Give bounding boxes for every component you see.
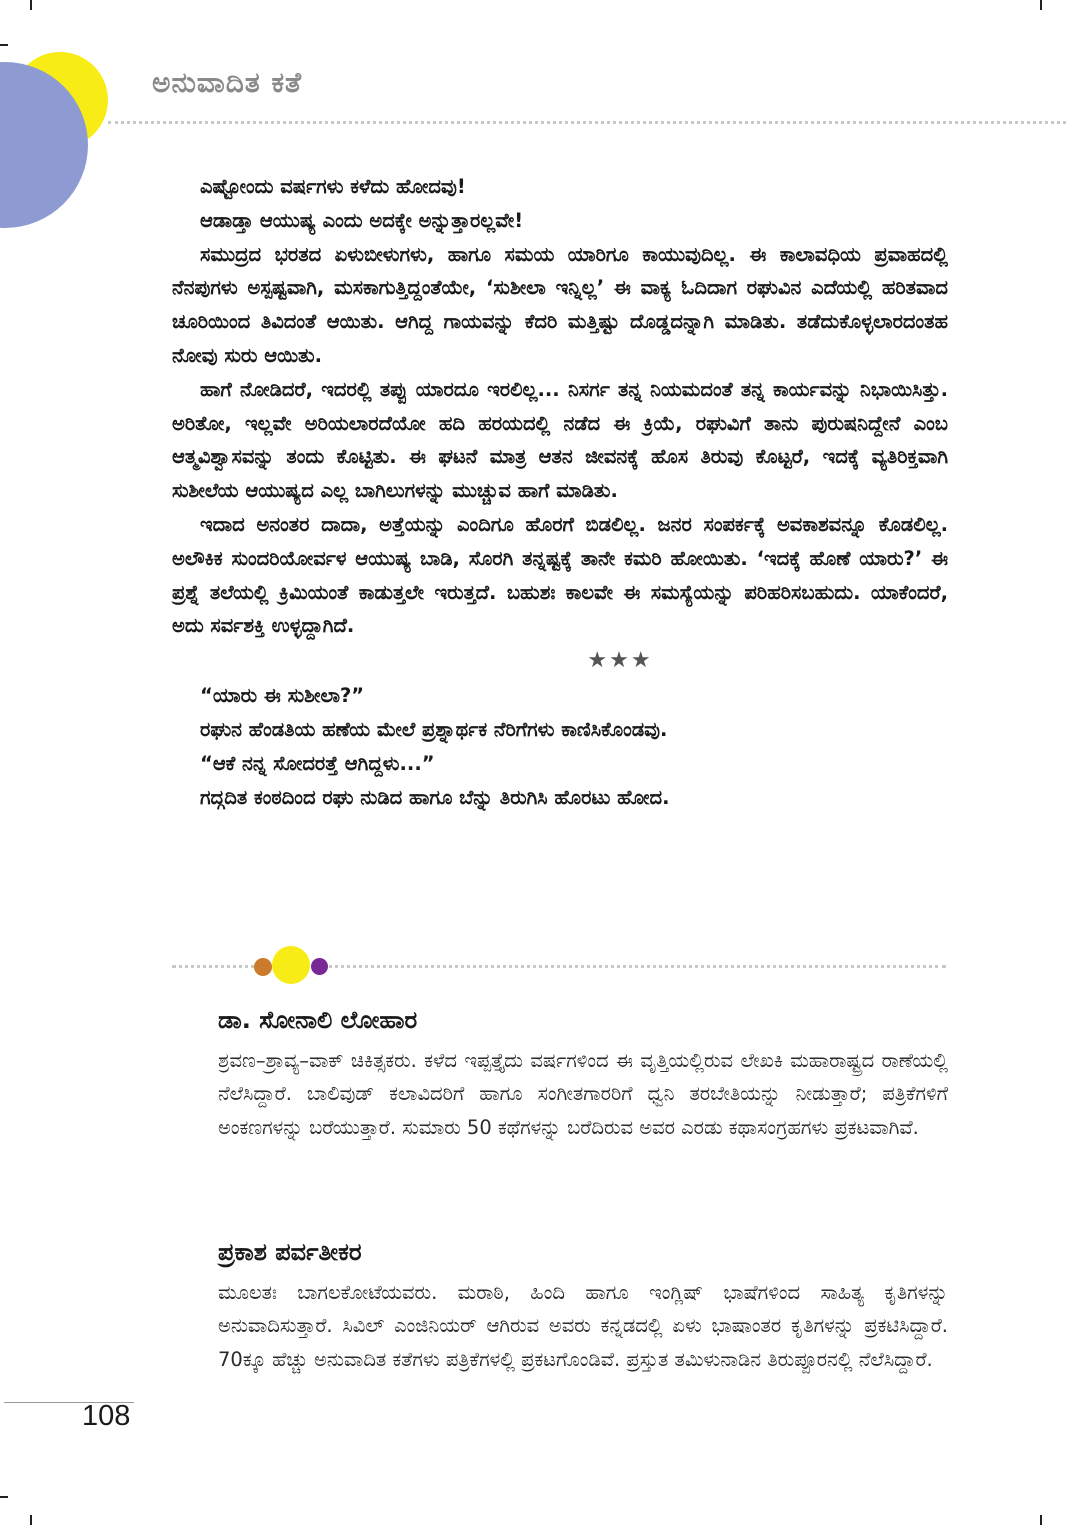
- dialogue-line: “ಯಾರು ಈ ಸುಶೀಲಾ?”: [200, 684, 365, 708]
- story-paragraph: ಎಷ್ಟೋಂದು ವರ್ಷಗಳು ಕಳೆದು ಹೋದವು!: [200, 175, 466, 198]
- story-paragraph: ಇದಾದ ಅನಂತರ ದಾದಾ, ಅತ್ತೆಯನ್ನು ಎಂದಿಗೂ ಹೊರಗೆ ಬಿಡಲಿಲ್ಲ. ಜನರ ಸಂಪರ್ಕಕ್ಕೆ ಅವಕಾಶವನ್ನೂ ಕೊಡಲಿಲ್ಲ. ಅಲೌಕಿಕ ಸುಂದರಿಯೋರ್ವಳ ಆಯುಷ್ಯ ಬಾಡಿ, ಸೊರಗಿ ತನ್ನಷ್ಟಕ್ಕೆ ತಾನೇ ಕಮರಿ ಹೋಯಿತು. ‘ಇದಕ್ಕೆ ಹೊಣೆ ಯಾರು?’ ಈ ಪ್ರಶ್ನೆ ತಲೆಯಲ್ಲಿ ಕ್ರಿಮಿಯಂತೆ ಕಾಡುತ್ತಲೇ ಇರುತ್ತದೆ. ಬಹುಶಃ ಕಾಲವೇ ಈ ಸಮಸ್ಯೆಯನ್ನು ಪರಿಹರಿಸಬಹುದು. ಯಾಕೆಂದರೆ, ಅದು ಸರ್ವಶಕ್ತಿ ಉಳ್ಳದ್ದಾಗಿದೆ.: [172, 512, 948, 638]
- story-body: [172, 170, 948, 814]
- separator-yellow-dot: [272, 946, 310, 984]
- author-name: ಡಾ. ಸೋನಾಲಿ ಲೋಹಾರ: [218, 1006, 418, 1034]
- section-break-stars: ★★★: [587, 648, 653, 674]
- crop-mark-top-right: [1040, 0, 1042, 10]
- separator-orange-dot: [254, 958, 272, 976]
- story-paragraph: ಆಡಾಡ್ತಾ ಆಯುಷ್ಯ ಎಂದು ಅದಕ್ಕೇ ಅನ್ನುತ್ತಾರಲ್ಲವೇ!: [200, 208, 524, 232]
- section-title: ಅನುವಾದಿತ ಕತೆ: [152, 66, 303, 99]
- translator-bio-block: [218, 1234, 948, 1376]
- translator-name: ಪ್ರಕಾಶ ಪರ್ವತೀಕರ: [218, 1238, 362, 1266]
- crop-mark-bottom-left: [30, 1515, 32, 1525]
- dialogue-line: ಗದ್ಗದಿತ ಕಂಠದಿಂದ ರಘು ನುಡಿದ ಹಾಗೂ ಬೆನ್ನು ತಿರುಗಿಸಿ ಹೊರಟು ಹೋದ.: [200, 785, 670, 809]
- separator-purple-dot: [311, 958, 328, 975]
- dialogue-line: “ಆಕೆ ನನ್ನ ಸೋದರತ್ತೆ ಆಗಿದ್ದಳು...”: [200, 751, 435, 775]
- header-dotted-rule: [108, 121, 1066, 124]
- dialogue-line: ರಘುನ ಹೆಂಡತಿಯ ಹಣೆಯ ಮೇಲೆ ಪ್ರಶ್ನಾರ್ಥಕ ನೆರಿಗೆಗಳು ಕಾಣಿಸಿಕೊಂಡವು.: [200, 717, 668, 741]
- crop-mark-left-upper: [0, 44, 8, 46]
- page-number: 108: [82, 1400, 131, 1432]
- story-paragraph: ಹಾಗೆ ನೋಡಿದರೆ, ಇದರಲ್ಲಿ ತಪ್ಪು ಯಾರದೂ ಇರಲಿಲ್ಲ... ನಿಸರ್ಗ ತನ್ನ ನಿಯಮದಂತೆ ತನ್ನ ಕಾರ್ಯವನ್ನು ನಿಭಾಯಿಸಿತ್ತು. ಅರಿತೋ, ಇಲ್ಲವೇ ಅರಿಯಲಾರದೆಯೋ ಹದಿ ಹರಯದಲ್ಲಿ ನಡೆದ ಈ ಕ್ರಿಯೆ, ರಘುವಿಗೆ ತಾನು ಪುರುಷನಿದ್ದೇನೆ ಎಂಬ ಆತ್ಮವಿಶ್ವಾಸವನ್ನು ತಂದು ಕೊಟ್ಟಿತು. ಈ ಘಟನೆ ಮಾತ್ರ ಆತನ ಜೀವನಕ್ಕೆ ಹೊಸ ತಿರುವು ಕೊಟ್ಟರೆ, ಇದಕ್ಕೆ ವ್ಯತಿರಿಕ್ತವಾಗಿ ಸುಶೀಲೆಯ ಆಯುಷ್ಯದ ಎಲ್ಲ ಬಾಗಿಲುಗಳನ್ನು ಮುಚ್ಚುವ ಹಾಗೆ ಮಾಡಿತು.: [172, 377, 948, 503]
- crop-mark-bottom-right: [1040, 1515, 1042, 1525]
- translator-bio: ಮೂಲತಃ ಬಾಗಲಕೋಟೆಯವರು. ಮರಾಠಿ, ಹಿಂದಿ ಹಾಗೂ ಇಂಗ್ಲಿಷ್ ಭಾಷೆಗಳಿಂದ ಸಾಹಿತ್ಯ ಕೃತಿಗಳನ್ನು ಅನುವಾದಿಸುತ್ತಾರೆ. ಸಿವಿಲ್ ಎಂಜಿನಿಯರ್ ಆಗಿರುವ ಅವರು ಕನ್ನಡದಲ್ಲಿ ಏಳು ಭಾಷಾಂತರ ಕೃತಿಗಳನ್ನು ಪ್ರಕಟಿಸಿದ್ದಾರೆ. 70ಕ್ಕೂ ಹೆಚ್ಚು ಅನುವಾದಿತ ಕತೆಗಳು ಪತ್ರಿಕೆಗಳಲ್ಲಿ ಪ್ರಕಟಗೊಂಡಿವೆ. ಪ್ರಸ್ತುತ ತಮಿಳುನಾಡಿನ ತಿರುಪ್ಪೂರನಲ್ಲಿ ನೆಲೆಸಿದ್ದಾರೆ.: [218, 1281, 948, 1371]
- author-bio-block: [218, 1002, 948, 1144]
- crop-mark-top-left: [30, 0, 32, 10]
- author-bio: ಶ್ರವಣ–ಶ್ರಾವ್ಯ–ವಾಕ್ ಚಿಕಿತ್ಸಕರು. ಕಳೆದ ಇಪ್ಪತ್ತೈದು ವರ್ಷಗಳಿಂದ ಈ ವೃತ್ತಿಯಲ್ಲಿರುವ ಲೇಖಕಿ ಮಹಾರಾಷ್ಟ್ರದ ರಾಣೆಯಲ್ಲಿ ನೆಲೆಸಿದ್ದಾರೆ. ಬಾಲಿವುಡ್ ಕಲಾವಿದರಿಗೆ ಹಾಗೂ ಸಂಗೀತಗಾರರಿಗೆ ಧ್ವನಿ ತರಬೇತಿಯನ್ನು ನೀಡುತ್ತಾರೆ; ಪತ್ರಿಕೆಗಳಿಗೆ ಅಂಕಣಗಳನ್ನು ಬರೆಯುತ್ತಾರೆ. ಸುಮಾರು 50 ಕಥೆಗಳನ್ನು ಬರೆದಿರುವ ಅವರ ಎರಡು ಕಥಾಸಂಗ್ರಹಗಳು ಪ್ರಕಟವಾಗಿವೆ.: [218, 1049, 948, 1139]
- crop-mark-left-lower: [0, 1496, 8, 1498]
- story-paragraph: ಸಮುದ್ರದ ಭರತದ ಏಳುಬೀಳುಗಳು, ಹಾಗೂ ಸಮಯ ಯಾರಿಗೂ ಕಾಯುವುದಿಲ್ಲ. ಈ ಕಾಲಾವಧಿಯ ಪ್ರವಾಹದಲ್ಲಿ ನೆನಪುಗಳು ಅಸ್ಪಷ್ಟವಾಗಿ, ಮಸಕಾಗುತ್ತಿದ್ದಂತೆಯೇ, ‘ಸುಶೀಲಾ ಇನ್ನಿಲ್ಲ’ ಈ ವಾಕ್ಯ ಓದಿದಾಗ ರಘುವಿನ ಎದೆಯಲ್ಲಿ ಹರಿತವಾದ ಚೂರಿಯಿಂದ ತಿವಿದಂತೆ ಆಯಿತು. ಆಗಿದ್ದ ಗಾಯವನ್ನು ಕೆದರಿ ಮತ್ತಿಷ್ಟು ದೊಡ್ಡದನ್ನಾಗಿ ಮಾಡಿತು. ತಡೆದುಕೊಳ್ಳಲಾರದಂತಹ ನೋವು ಸುರು ಆಯಿತು.: [172, 242, 948, 367]
